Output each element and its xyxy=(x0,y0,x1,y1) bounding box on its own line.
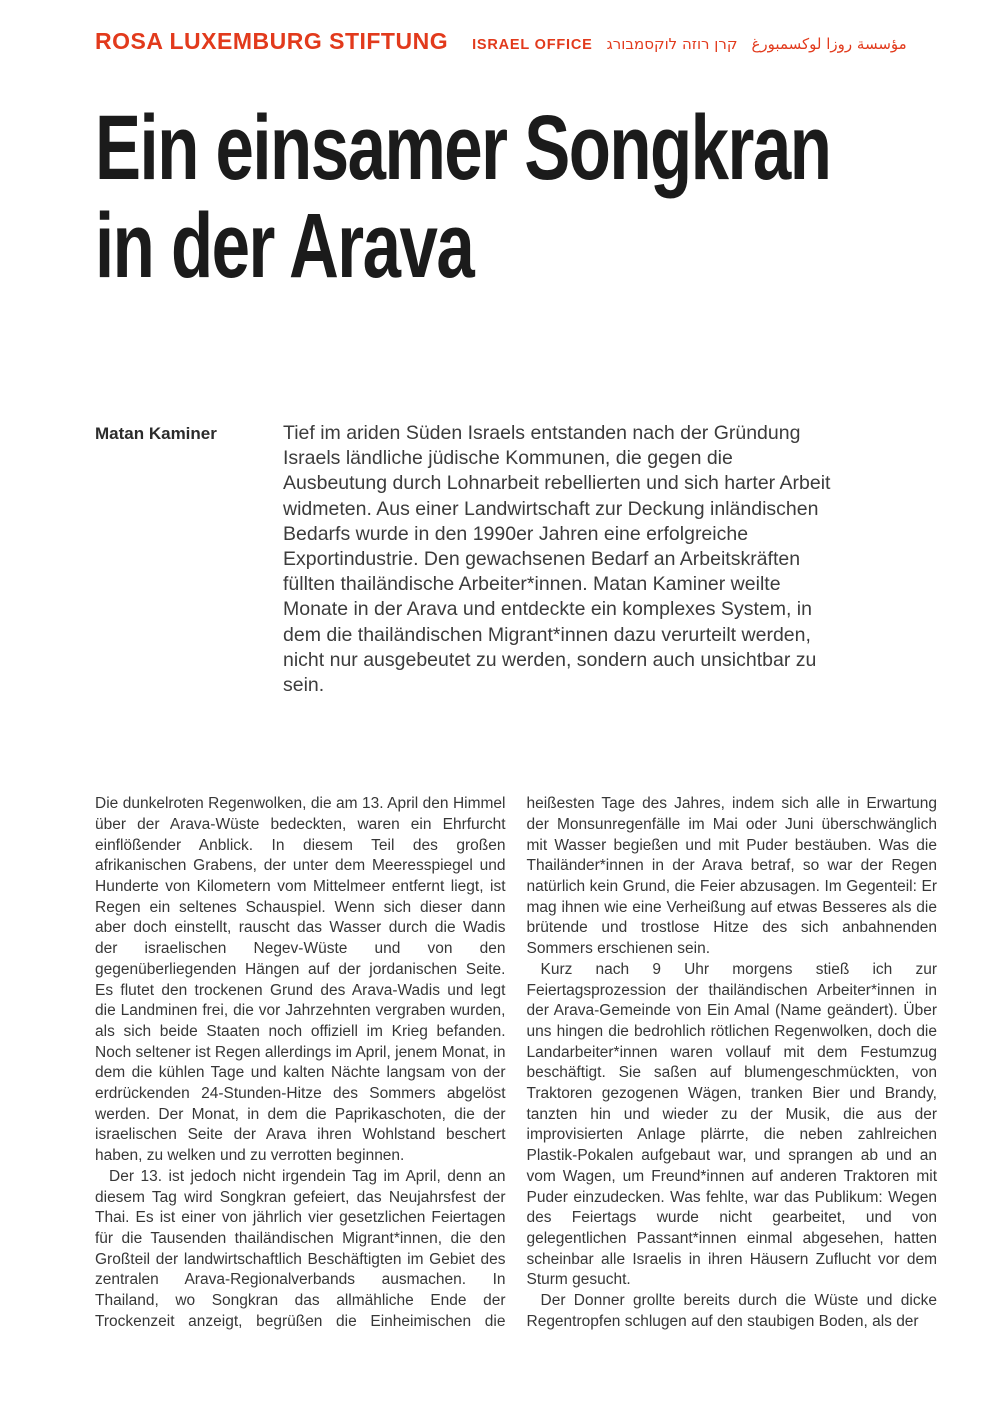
lead-section xyxy=(95,421,937,698)
office-label: ISRAEL OFFICE xyxy=(472,37,593,53)
article-title xyxy=(95,99,937,295)
body-paragraph: Der 13. ist jedoch nicht irgendein Tag im April, denn an diesem Tag wird Songkran gefeiert, das Neujahrsfest der Thai. Es ist einer von jährlich vier gesetzlichen Feiertagen für die Tausenden thailändischen Migrant*innen, die den Großteil der landwirtschaftlich Beschäftigten im Gebiet des zentralen Arava-Regionalverbands ausmachen. In Thailand, wo Songkran das allmähliche Ende der Trockenzeit anzeigt, begrüßen die Einheimischen die heißesten Tage des Jahres, indem sich alle in Erwartung der Monsunregenfälle im Mai oder Juni überschwänglich mit Wasser begießen und mit Puder bestäuben. Was die Thailänder*innen in der Arava betraf, so war der Regen natürlich kein Grund, die Feier abzusagen. Im Gegenteil: Er mag ihnen wie eine Verheißung auf etwas Besseres als die brütende und trostlose Hitze des sich anbahnenden Sommers erschienen sein. xyxy=(95,795,937,1330)
office-name-hebrew: קרן רוזה לוקסמבורג xyxy=(606,35,738,53)
body-paragraph: Der Donner grollte bereits durch die Wüste und dicke Regentropfen schlugen auf den staubigen Boden, als der xyxy=(526,1292,937,1330)
article-body xyxy=(95,794,937,1332)
author-name: Matan Kaminer xyxy=(95,424,217,443)
body-paragraph: Kurz nach 9 Uhr morgens stieß ich zur Feiertagsprozession der thailändischen Arbeiter*innen in der Arava-Gemeinde von Ein Amal (Name geändert). Über uns hingen die bedrohlich rötlichen Regenwolken, doch die Landarbeiter*innen waren vollauf mit dem Festumzug beschäftigt. Sie saßen auf blumengeschmückten, von Traktoren gezogenen Wägen, tranken Bier und Brandy, tanzten hin und wieder zu der Musik, die aus der improvisierten Anlage plärrte, die neben zahlreichen Plastik-Pokalen aufgebaut war, und sprangen ab und an vom Wagen, um Freund*innen auf anderen Traktoren mit Puder einzudecken. Was fehlte, war das Publikum: Wegen des Feiertags wurde nicht gearbeitet, und von gelegentlichen Passant*innen einmal abgesehen, hatten scheinbar alle Israelis in ihren Häusern Zuflucht vor dem Sturm gesucht. xyxy=(526,960,937,1289)
lead-paragraph: Tief im ariden Süden Israels entstanden nach der Gründung Israels ländliche jüdische Kommunen, die gegen die Ausbeutung durch Lohnarbeit rebellierten und sich harter Arbeit widmeten. Aus einer Landwirtschaft zur Deckung inländischen Bedarfs wurde in den 1990er Jahren eine erfolgreiche Exportindustrie. Den gewachsenen Bedarf an Arbeitskräften füllten thailändische Arbeiter*innen. Matan Kaminer weilte Monate in der Arava und entdeckte ein komplexes System, in dem die thailändischen Migrant*innen dazu verurteilt werden, nicht nur ausgebeutet zu werden, sondern auch unsichtbar zu sein. xyxy=(283,422,831,697)
article-title-line-2: in der Arava xyxy=(95,195,474,297)
masthead xyxy=(95,28,937,55)
body-paragraph: Die dunkelroten Regenwolken, die am 13. April den Himmel über der Arava-Wüste bedeckten, waren ein Ehrfurcht einflößender Anblick. In diesem Teil des großen afrikanischen Grabens, der unter dem Meeresspiegel und Hunderte von Kilometern vom Mittelmeer entfernt liegt, ist Regen ein seltenes Schauspiel. Wenn sich dieser dann aber doch einstellt, rauscht das Wasser durch die Wadis der israelischen Negev-Wüste und von den gegenüberliegenden Hängen auf der jordanischen Seite. Es flutet den trockenen Grund des Arava-Wadis und legt die Landminen frei, die vor Jahrzehnten vergraben wurden, als sich beide Staaten noch offiziell im Krieg befanden. Noch seltener ist Regen allerdings im April, jenem Monat, in dem die kühlen Tage und kalten Nächte langsam von der erdrückenden 24-Stunden-Hitze des Sommers abgelöst werden. Der Monat, in dem die Paprikaschoten, die der israelischen Seite der Arava ihren Wohlstand beschert haben, zu welken und zu verrotten beginnen. xyxy=(95,795,506,1165)
brand-name: ROSA LUXEMBURG STIFTUNG xyxy=(95,28,449,54)
office-name-arabic: مؤسسة روزا لوكسمبورغ xyxy=(751,35,907,53)
article-title-line-1: Ein einsamer Songkran xyxy=(95,97,831,199)
